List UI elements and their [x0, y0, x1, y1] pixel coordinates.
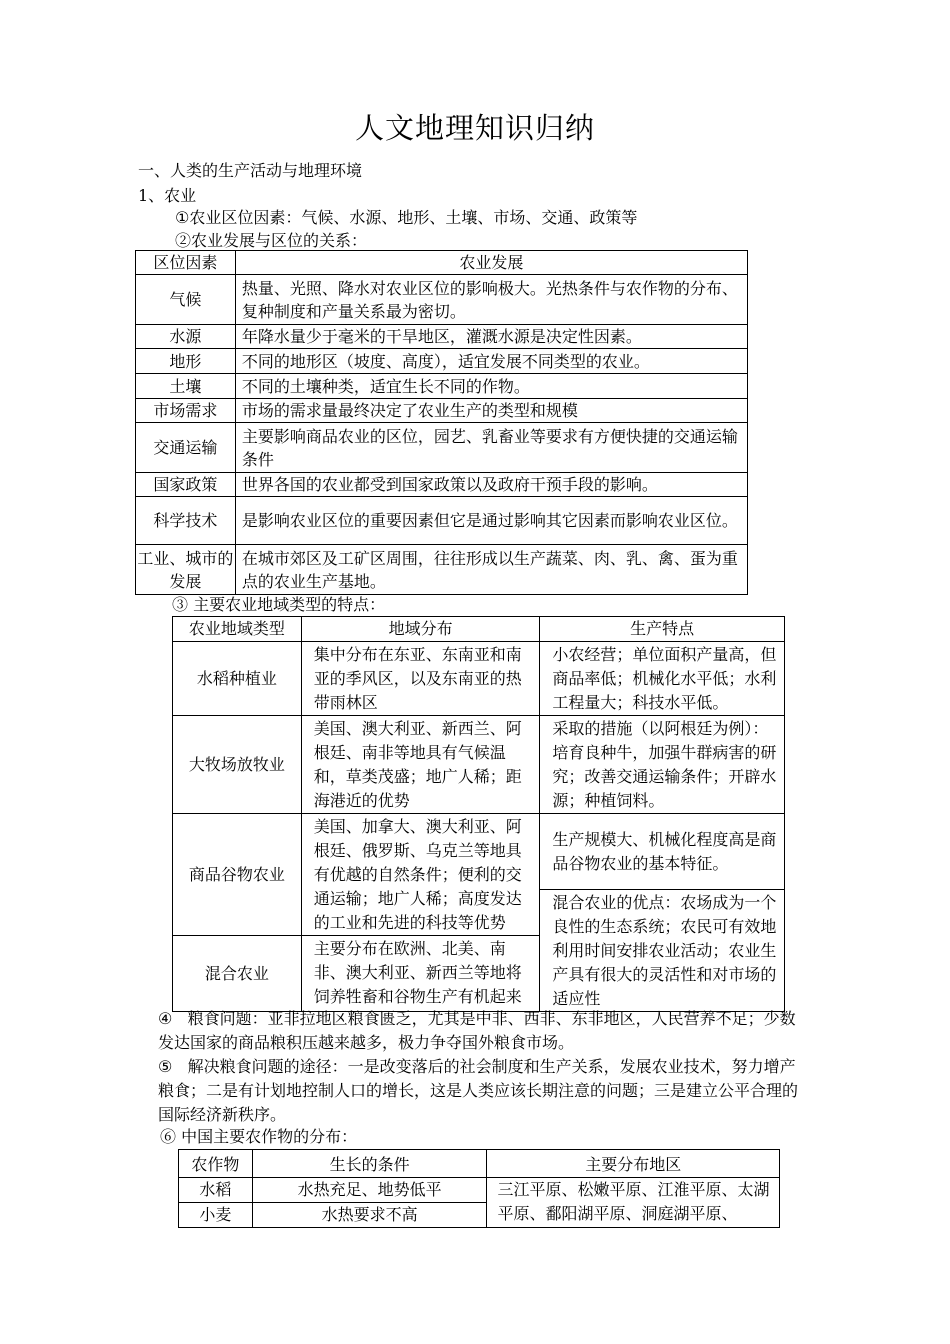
crop-cell: 水稻	[179, 1178, 253, 1203]
distribution-cell: 主要分布在欧洲、北美、南非、澳大利亚、新西兰等地将饲养牲畜和谷物生产有机起来	[301, 936, 540, 1012]
table-row	[173, 642, 785, 716]
table-row	[136, 497, 748, 545]
feature-cell: 生产规模大、机械化程度高是商品谷物农业的基本特征。	[540, 814, 785, 890]
factor-cell: 科学技术	[136, 497, 236, 545]
table-row	[136, 423, 748, 473]
factor-cell: 交通运输	[136, 423, 236, 473]
table-row	[136, 325, 748, 349]
page-title: 人文地理知识归纳	[354, 111, 595, 145]
item-label: 解决粮食问题的途径：	[187, 1057, 348, 1076]
region-type-cell: 水稻种植业	[173, 642, 302, 716]
grain-solution-paragraph	[158, 1055, 806, 1127]
table-row	[173, 814, 785, 890]
factor-cell: 国家政策	[136, 473, 236, 497]
table-row	[136, 545, 748, 595]
section-heading: 一、人类的生产活动与地理环境	[138, 161, 363, 180]
development-cell: 热量、光照、降水对农业区位的影响极大。光热条件与农作物的分布、复种制度和产量关系最为密切。	[235, 275, 747, 325]
item-label: 粮食问题：	[187, 1009, 268, 1028]
item-text: 一是改变落后的社会制度和生产关系，发展农业技术，努力增产粮食；二是有计划地控制人口的增长，这是人类应该长期注意的问题；三是建立公平合理的国际经济新秩序。	[158, 1057, 799, 1124]
grain-problem-paragraph	[158, 1007, 806, 1055]
development-cell: 市场的需求量最终决定了农业生产的类型和规模	[235, 399, 747, 423]
table-header: 主要分布地区	[487, 1150, 780, 1178]
condition-cell: 水热要求不高	[252, 1203, 487, 1228]
feature-cell: 小农经营；单位面积产量高，但商品率低；机械化水平低；水利工程量大；科技水平低。	[540, 642, 785, 716]
feature-cell: 混合农业的优点：农场成为一个良性的生态系统；农民可有效地利用时间安排农业活动；农业生产具有很大的灵活性和对市场的适应性	[540, 890, 785, 1012]
distribution-cell: 集中分布在东亚、东南亚和南亚的季风区，以及东南亚的热带雨林区	[301, 642, 540, 716]
factor-cell: 地形	[136, 349, 236, 374]
development-cell: 不同的地形区（坡度、高度），适宜发展不同类型的农业。	[235, 349, 747, 374]
table-header: 生长的条件	[252, 1150, 487, 1178]
table-row	[173, 716, 785, 814]
table-header: 农业地域类型	[173, 617, 302, 642]
item-relation-heading: ②农业发展与区位的关系：	[175, 231, 368, 250]
item-marker: ④	[158, 1009, 173, 1028]
development-cell: 在城市郊区及工矿区周围，往往形成以生产蔬菜、肉、乳、禽、蛋为重点的农业生产基地。	[235, 545, 747, 595]
item-location-factors: ①农业区位因素：气候、水源、地形、土壤、市场、交通、政策等	[175, 208, 638, 227]
crop-cell: 小麦	[179, 1203, 253, 1228]
factor-cell: 工业、城市的发展	[136, 545, 236, 595]
factor-cell: 土壤	[136, 374, 236, 399]
crop-distribution-table	[178, 1149, 780, 1228]
development-cell: 不同的土壤种类，适宜生长不同的作物。	[235, 374, 747, 399]
table-header: 生产特点	[540, 617, 785, 642]
region-type-cell: 混合农业	[173, 936, 302, 1012]
development-cell: 是影响农业区位的重要因素但它是通过影响其它因素而影响农业区位。	[235, 497, 747, 545]
region-cell: 三江平原、松嫩平原、江淮平原、太湖平原、鄱阳湖平原、洞庭湖平原、	[487, 1178, 780, 1228]
table-row	[136, 349, 748, 374]
item-crop-distribution-heading: ⑥ 中国主要农作物的分布：	[160, 1127, 358, 1146]
feature-cell: 采取的措施（以阿根廷为例）：培育良种牛，加强牛群病害的研究；改善交通运输条件；开辟水源；种植饲料。	[540, 716, 785, 814]
region-type-cell: 商品谷物农业	[173, 814, 302, 936]
condition-cell: 水热充足、地势低平	[252, 1178, 487, 1203]
table-row	[136, 399, 748, 423]
distribution-cell: 美国、加拿大、澳大利亚、阿根廷、俄罗斯、乌克兰等地具有优越的自然条件；便利的交通运输；地广人稀；高度发达的工业和先进的科技等优势	[301, 814, 540, 936]
table-header: 地域分布	[301, 617, 540, 642]
distribution-cell: 美国、澳大利亚、新西兰、阿根廷、南非等地具有气候温和，草类茂盛；地广人稀；距海港近的优势	[301, 716, 540, 814]
table-header: 区位因素	[136, 251, 236, 275]
table-row	[136, 374, 748, 399]
agricultural-region-table	[172, 616, 785, 1012]
subsection-heading: 1、农业	[138, 186, 197, 205]
location-factors-table	[135, 250, 748, 595]
item-region-types-heading: ③ 主要农业地域类型的特点：	[172, 595, 386, 614]
development-cell: 年降水量少于毫米的干旱地区，灌溉水源是决定性因素。	[235, 325, 747, 349]
item-text: 亚非拉地区粮食匮乏，尤其是中非、西非、东非地区，人民营养不足；少数发达国家的商品粮积压越来越多，极力争夺国外粮食市场。	[158, 1009, 796, 1052]
factor-cell: 市场需求	[136, 399, 236, 423]
factor-cell: 气候	[136, 275, 236, 325]
table-header: 农作物	[179, 1150, 253, 1178]
item-marker: ⑤	[158, 1057, 173, 1076]
table-row	[136, 473, 748, 497]
table-row	[136, 275, 748, 325]
development-cell: 主要影响商品农业的区位，园艺、乳畜业等要求有方便快捷的交通运输条件	[235, 423, 747, 473]
development-cell: 世界各国的农业都受到国家政策以及政府干预手段的影响。	[235, 473, 747, 497]
table-row	[179, 1178, 780, 1203]
table-header: 农业发展	[235, 251, 747, 275]
factor-cell: 水源	[136, 325, 236, 349]
region-type-cell: 大牧场放牧业	[173, 716, 302, 814]
